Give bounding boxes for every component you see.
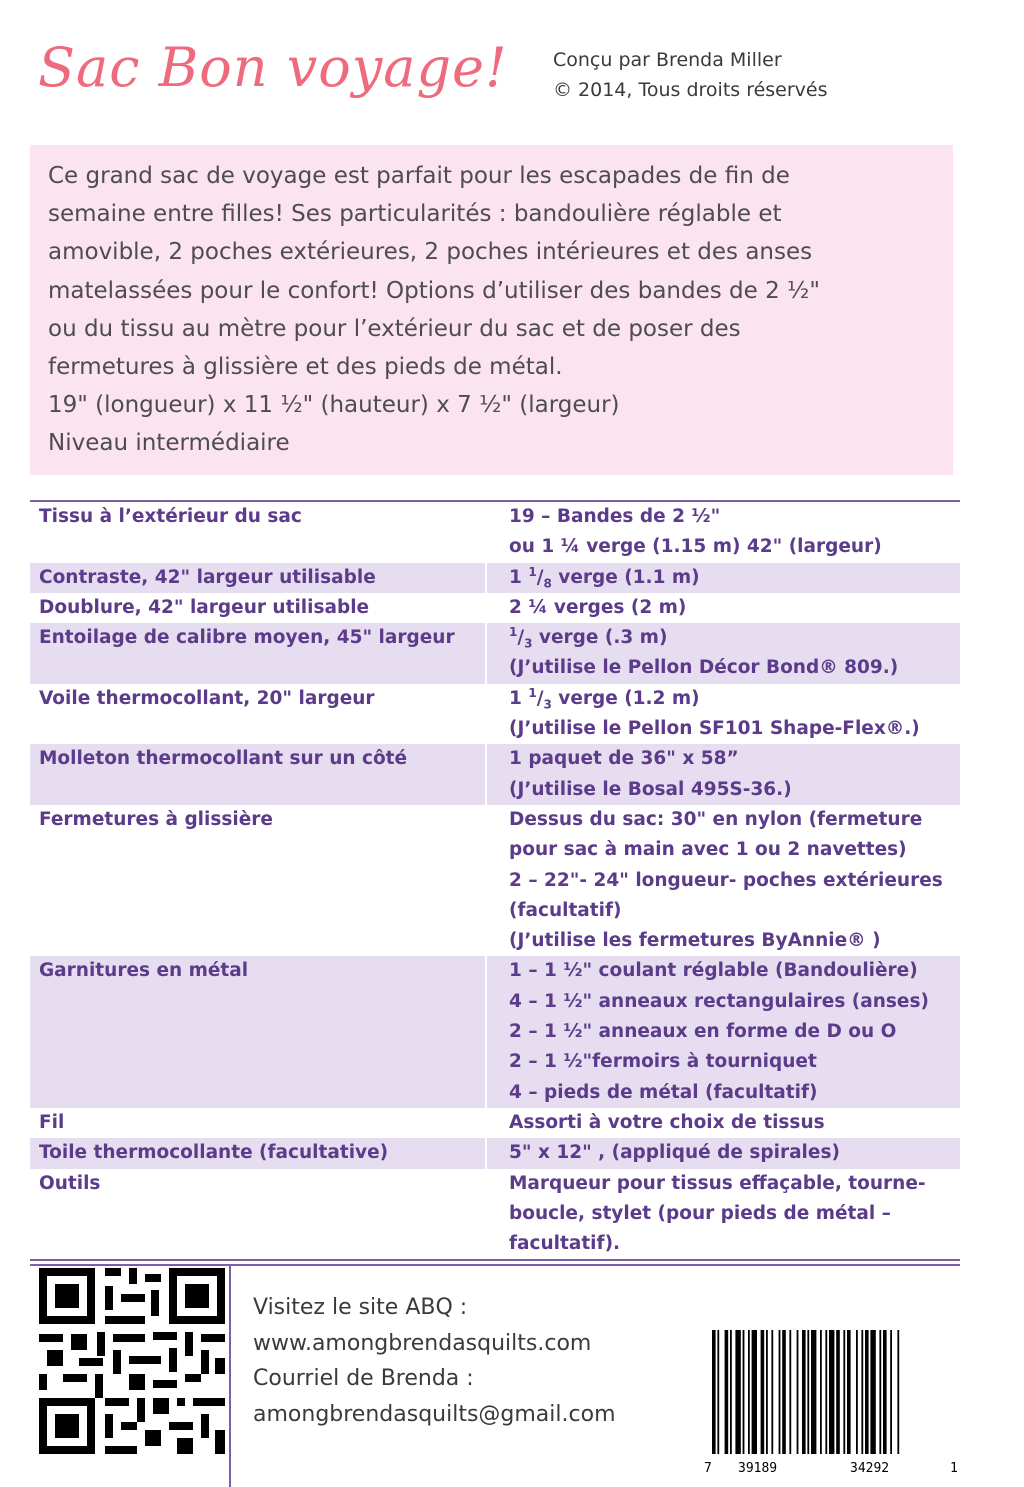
material-name: Outils bbox=[39, 1172, 101, 1194]
intro-box bbox=[30, 145, 953, 475]
material-quantity bbox=[485, 1138, 960, 1168]
quantity-line: 2 ¼ verges (2 m) bbox=[509, 596, 687, 618]
skill-level: Niveau intermédiaire bbox=[48, 430, 290, 457]
barcode-digit: 34292 bbox=[850, 1461, 890, 1476]
materials-table bbox=[30, 500, 960, 1261]
qr-code-icon bbox=[39, 1268, 225, 1454]
materials-row bbox=[30, 1108, 960, 1138]
quantity-line bbox=[509, 684, 960, 714]
quantity-line: ou 1 ¼ verge (1.15 m) 42" (largeur) bbox=[509, 536, 882, 558]
materials-row bbox=[30, 1138, 960, 1168]
website-link[interactable]: www.amongbrendasquilts.com bbox=[253, 1330, 592, 1356]
intro-line: ou du tissu au mètre pour l’extérieur du sac et de poser des bbox=[48, 315, 741, 342]
material-name: Fermetures à glissière bbox=[39, 808, 273, 830]
quantity-line bbox=[509, 623, 960, 653]
quantity-line: 4 – 1 ½" anneaux rectangulaires (anses) bbox=[509, 990, 929, 1012]
fraction-slash: / bbox=[517, 627, 525, 649]
quantity-line: 1 – 1 ½" coulant réglable (Bandoulière) bbox=[509, 960, 918, 982]
bag-dimensions: 19" (longueur) x 11 ½" (hauteur) x 7 ½" (largeur) bbox=[48, 392, 620, 419]
barcode-bars bbox=[712, 1330, 899, 1454]
credits bbox=[553, 45, 828, 105]
quantity-line: Marqueur pour tissus effaçable, tourne- bbox=[509, 1172, 926, 1194]
material-name: Entoilage de calibre moyen, 45" largeur bbox=[39, 627, 455, 649]
materials-row bbox=[30, 502, 960, 563]
footer-vertical-divider bbox=[229, 1266, 231, 1487]
material-name: Garnitures en métal bbox=[39, 960, 249, 982]
material-name: Doublure, 42" largeur utilisable bbox=[39, 596, 370, 618]
quantity-line: Assorti à votre choix de tissus bbox=[509, 1111, 825, 1133]
intro-line: matelassées pour le confort! Options d’utiliser des bandes de 2 ½" bbox=[48, 277, 820, 304]
contact-info bbox=[253, 1290, 616, 1432]
quantity-line bbox=[509, 563, 960, 593]
quantity-line: 19 – Bandes de 2 ½" bbox=[509, 506, 721, 527]
materials-row bbox=[30, 1169, 960, 1260]
materials-row bbox=[30, 805, 960, 956]
website-label: Visitez le site ABQ : bbox=[253, 1295, 468, 1320]
quantity-line: Dessus du sac: 30" en nylon (fermeture bbox=[509, 808, 923, 830]
quantity-line: 2 – 22"- 24" longueur- poches extérieures bbox=[509, 869, 943, 891]
material-quantity bbox=[485, 502, 960, 563]
intro-line: fermetures à glissière et des pieds de métal. bbox=[48, 354, 563, 381]
material-quantity bbox=[485, 593, 960, 623]
material-quantity bbox=[485, 1108, 960, 1138]
page-title: Sac Bon voyage! bbox=[38, 36, 508, 99]
fraction-denominator: 3 bbox=[543, 697, 552, 712]
intro-line: Ce grand sac de voyage est parfait pour les escapades de fin de bbox=[48, 163, 790, 189]
fraction-denominator: 3 bbox=[524, 636, 533, 651]
fraction-numerator: 1 bbox=[528, 685, 537, 700]
quantity-whole: 1 bbox=[509, 566, 529, 588]
quantity-line: pour sac à main avec 1 ou 2 navettes) bbox=[509, 839, 907, 861]
barcode-digit: 1 bbox=[950, 1461, 958, 1476]
materials-row bbox=[30, 684, 960, 745]
fraction-slash: / bbox=[536, 566, 544, 588]
quantity-text: verge (.3 m) bbox=[532, 627, 668, 649]
material-name: Fil bbox=[39, 1111, 65, 1133]
quantity-line: (J’utilise les fermetures ByAnnie® ) bbox=[509, 930, 881, 952]
quantity-line: 2 – 1 ½" anneaux en forme de D ou O bbox=[509, 1021, 897, 1043]
material-name: Molleton thermocollant sur un côté bbox=[39, 748, 408, 770]
intro-line: semaine entre filles! Ses particularités : bandoulière réglable et bbox=[48, 201, 782, 228]
materials-row bbox=[30, 623, 960, 684]
material-quantity bbox=[485, 563, 960, 593]
fraction-denominator: 8 bbox=[543, 576, 552, 591]
material-quantity bbox=[485, 956, 960, 1107]
quantity-note: (J’utilise le Pellon SF101 Shape-Flex®.) bbox=[509, 718, 920, 740]
materials-row bbox=[30, 744, 960, 805]
material-name: Tissu à l’extérieur du sac bbox=[39, 506, 302, 527]
quantity-line: 4 – pieds de métal (facultatif) bbox=[509, 1081, 818, 1103]
materials-row bbox=[30, 563, 960, 593]
fraction-numerator: 1 bbox=[509, 625, 518, 640]
barcode-digit: 7 bbox=[704, 1461, 712, 1476]
email-label: Courriel de Brenda : bbox=[253, 1366, 474, 1391]
intro-line: amovible, 2 poches extérieures, 2 poches intérieures et des anses bbox=[48, 239, 813, 266]
barcode-icon bbox=[700, 1328, 962, 1478]
designer-credit: Conçu par Brenda Miller bbox=[553, 49, 782, 71]
material-quantity bbox=[485, 623, 960, 684]
material-quantity bbox=[485, 684, 960, 745]
quantity-line: (facultatif) bbox=[509, 899, 622, 921]
quantity-note: (J’utilise le Pellon Décor Bond® 809.) bbox=[509, 657, 899, 679]
quantity-line: facultatif). bbox=[509, 1233, 621, 1255]
fraction-numerator: 1 bbox=[528, 564, 537, 579]
footer-divider bbox=[30, 1264, 960, 1266]
email-link[interactable]: amongbrendasquilts@gmail.com bbox=[253, 1401, 616, 1427]
barcode-digit: 39189 bbox=[738, 1461, 778, 1476]
quantity-line: boucle, stylet (pour pieds de métal – bbox=[509, 1202, 891, 1224]
quantity-text: verge (1.1 m) bbox=[551, 566, 700, 588]
material-quantity bbox=[485, 1169, 960, 1260]
quantity-line: 1 paquet de 36" x 58” bbox=[509, 748, 739, 770]
quantity-line: 5" x 12" , (appliqué de spirales) bbox=[509, 1142, 840, 1164]
materials-row bbox=[30, 956, 960, 1107]
quantity-text: verge (1.2 m) bbox=[551, 687, 700, 709]
material-name: Contraste, 42" largeur utilisable bbox=[39, 566, 376, 588]
fraction-slash: / bbox=[536, 687, 544, 709]
material-quantity bbox=[485, 744, 960, 805]
quantity-line: 2 – 1 ½"fermoirs à tourniquet bbox=[509, 1051, 817, 1073]
copyright-notice: © 2014, Tous droits réservés bbox=[553, 79, 828, 101]
quantity-line: (J’utilise le Bosal 495S-36.) bbox=[509, 778, 792, 800]
materials-row bbox=[30, 593, 960, 623]
quantity-whole: 1 bbox=[509, 687, 529, 709]
material-quantity bbox=[485, 805, 960, 956]
material-name: Toile thermocollante (facultative) bbox=[39, 1142, 389, 1164]
material-name: Voile thermocollant, 20" largeur bbox=[39, 687, 375, 709]
